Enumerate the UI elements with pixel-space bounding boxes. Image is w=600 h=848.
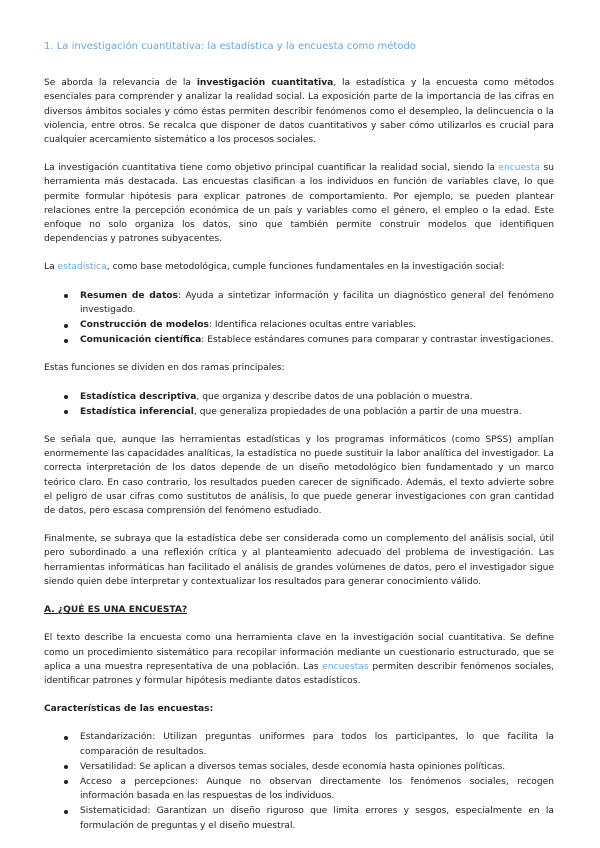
bold-term: investigación cuantitativa <box>196 78 334 89</box>
link-encuestas[interactable]: encuestas <box>322 661 369 672</box>
list-item: Construcción de modelos: Identifica relaciones ocultas entre variables. <box>44 318 554 332</box>
list-item: Comunicación científica: Establece estándares comunes para comparar y contrastar investigaciones. <box>44 333 554 347</box>
list-item: Estadística descriptiva, que organiza y describe datos de una población o muestra. <box>44 390 554 404</box>
paragraph-branches-intro: Estas funciones se dividen en dos ramas principales: <box>44 363 285 374</box>
paragraph-intro: Se aborda la relevancia de la investigación cuantitativa, la estadística y la encuesta como métodos esenciales para comprender y analizar la realidad social. La exposición parte de la importancia de las cifras en diversos ámbitos sociales y cómo éstas permiten describir fenómenos como el desempleo, la delincuencia o la violencia, entre otros. Se recalca que disponer de datos cuantitativos y saber cómo utilizarlos es crucial para cualquier acercamiento sistemático a los procesos sociales. <box>44 78 554 146</box>
characteristics-list <box>44 730 554 832</box>
link-estadistica[interactable]: estadística <box>57 262 107 273</box>
branches-list <box>44 390 554 419</box>
list-item: Sistematicidad: Garantizan un diseño riguroso que limita errores y sesgos, especialmente en la formulación de preguntas y el diseño muestral. <box>44 804 554 832</box>
paragraph-objective: La investigación cuantitativa tiene como objetivo principal cuantificar la realidad social, siendo la encuesta su herramienta más destacada. Las encuestas clasifican a los individuos en función de variables clave, lo que permite formular hipótesis para explicar patrones de comportamiento. Por ejemplo, se pueden plantear relaciones entre la percepción económica de un país y variables como el género, el empleo o la edad. Este enfoque no solo organiza los datos, sino que también permite construir modelos que identifiquen dependencias y patrones subyacentes. <box>44 163 554 245</box>
paragraph-survey-definition: El texto describe la encuesta como una herramienta clave en la investigación social cuantitativa. Se define como un procedimiento sistemático para recopilar información mediante un cuestionario estructurado, que se aplica a una muestra representativa de una población. Las encuestas permiten describir fenómenos sociales, identificar patrones y formular hipótesis mediante datos estadísticos. <box>44 633 554 686</box>
list-item: Estandarización: Utilizan preguntas uniformes para todos los participantes, lo que facilita la comparación de resultados. <box>44 730 554 758</box>
list-item: Acceso a percepciones: Aunque no observan directamente los fenómenos sociales, recogen información basada en las respuestas de los individuos. <box>44 775 554 803</box>
section-a-title: A. ¿QUÉ ES UNA ENCUESTA? <box>44 605 188 616</box>
functions-list <box>44 289 554 348</box>
paragraph-tools: Se señala que, aunque las herramientas estadísticas y los programas informáticos (como SPSS) amplían enormemente las capacidades analíticas, la estadística no puede sustituir la labor analítica del investigador. La correcta interpretación de los datos depende de un diseño metodológico bien fundamentado y un marco teórico claro. En caso contrario, los resultados pueden carecer de significado. Además, el texto advierte sobre el peligro de usar cifras como sustitutos de análisis, lo que puede generar investigaciones con gran cantidad de datos, pero escasa comprensión del fenómeno estudiado. <box>44 435 554 517</box>
list-item: Resumen de datos: Ayuda a sintetizar información y facilita un diagnóstico general del fenómeno investigado. <box>44 289 554 317</box>
section-heading: 1. La investigación cuantitativa: la estadística y la encuesta como método <box>44 41 416 52</box>
paragraph-statistics: La estadística, como base metodológica, cumple funciones fundamentales en la investigación social: <box>44 262 505 273</box>
list-item: Estadística inferencial, que generaliza propiedades de una población a partir de una muestra. <box>44 405 554 419</box>
paragraph-conclusion: Finalmente, se subraya que la estadística debe ser considerada como un complemento del análisis social, útil pero subordinado a una reflexión crítica y al planteamiento adecuado del problema de investigación. Las herramientas informáticas han facilitado el análisis de grandes volúmenes de datos, pero el investigador sigue siendo quien debe interpretar y contextualizar los resultados para generar conocimiento válido. <box>44 534 554 587</box>
document-page <box>44 40 554 847</box>
link-encuesta[interactable]: encuesta <box>498 163 540 174</box>
characteristics-title: Características de las encuestas: <box>44 704 214 715</box>
list-item: Versatilidad: Se aplican a diversos temas sociales, desde economía hasta opiniones políticas. <box>44 760 554 774</box>
